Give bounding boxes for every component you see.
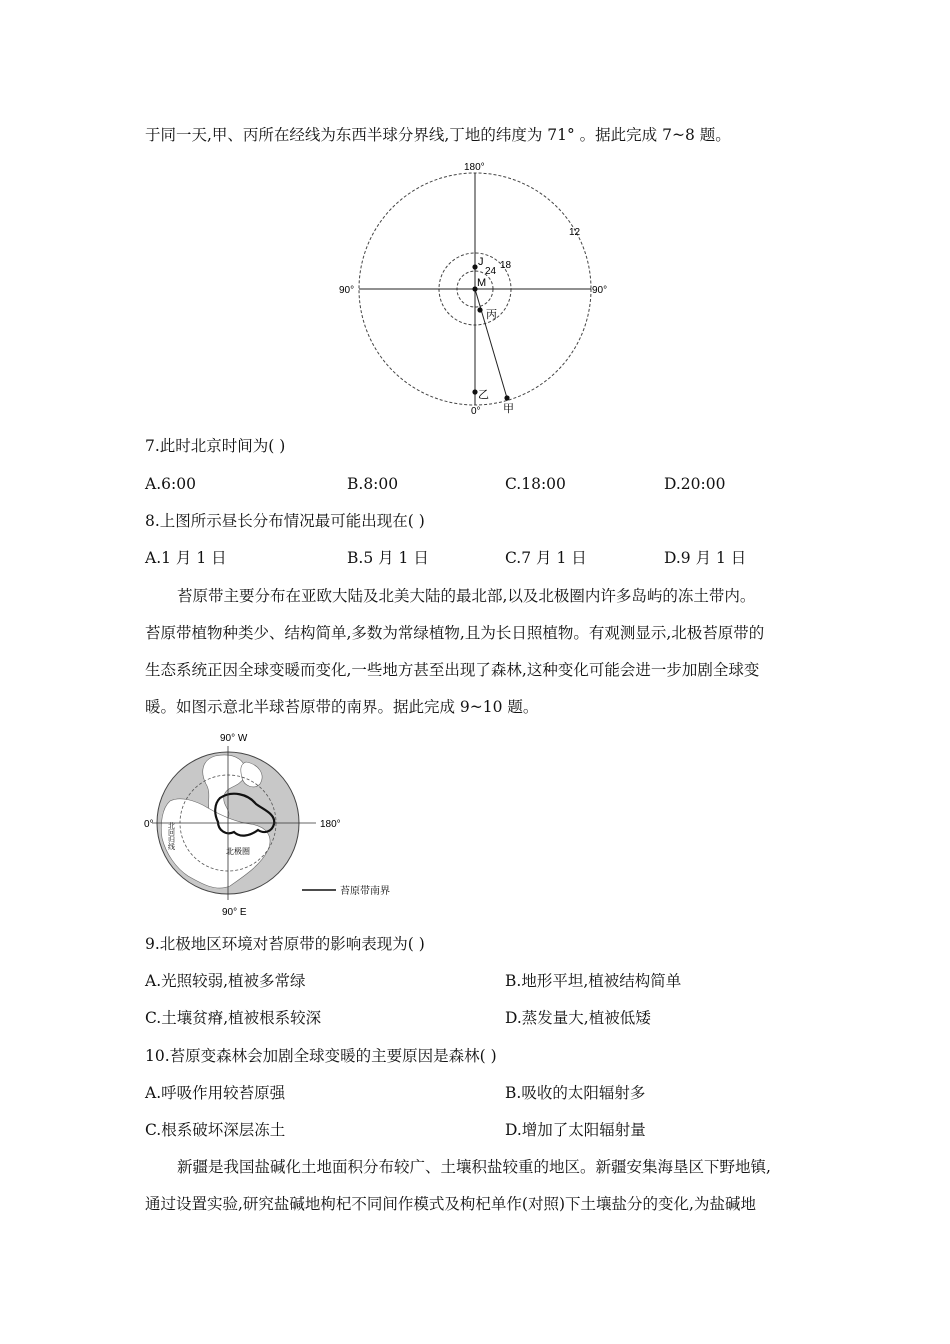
label-90w: 90° W xyxy=(220,733,248,744)
q8-option-a[interactable]: A.1 月 1 日 xyxy=(145,549,227,567)
q9-option-a[interactable]: A.光照较弱,植被多常绿 xyxy=(145,972,306,990)
point-jia xyxy=(504,395,509,400)
q9-option-d[interactable]: D.蒸发量大,植被低矮 xyxy=(505,1009,651,1027)
label-tropic: 北回归线 xyxy=(167,822,175,850)
point-bing xyxy=(477,307,482,312)
q10-stem: 10.苔原变森林会加剧全球变暖的主要原因是森林( ) xyxy=(145,1047,497,1065)
q8-option-b[interactable]: B.5 月 1 日 xyxy=(347,549,429,567)
q7-option-d[interactable]: D.20:00 xyxy=(664,475,726,493)
jia-line xyxy=(475,289,507,398)
label-arctic-circle: 北极圈 xyxy=(226,847,250,856)
passage2-line-3: 生态系统正因全球变暖而变化,一些地方甚至出现了森林,这种变化可能会进一步加剧全球变 xyxy=(145,661,760,679)
passage2-line-1: 苔原带主要分布在亚欧大陆及北美大陆的最北部,以及北极圈内许多岛屿的冻土带内。 xyxy=(177,587,756,605)
label-0: 0° xyxy=(471,406,481,417)
q8-stem: 8.上图所示昼长分布情况最可能出现在( ) xyxy=(145,512,425,530)
label-90e: 90° E xyxy=(222,907,247,918)
passage3-line-2: 通过设置实验,研究盐碱地枸杞不同间作模式及枸杞单作(对照)下土壤盐分的变化,为盐碱地 xyxy=(145,1195,756,1213)
q10-option-a[interactable]: A.呼吸作用较苔原强 xyxy=(145,1084,286,1102)
q8-option-c[interactable]: C.7 月 1 日 xyxy=(505,549,587,567)
label-M: M xyxy=(477,277,487,289)
q9-option-c[interactable]: C.土壤贫瘠,植被根系较深 xyxy=(145,1009,322,1027)
label-90-left: 90° xyxy=(339,285,355,296)
tundra-map xyxy=(140,726,440,922)
label-0-deg: 0° xyxy=(144,819,154,830)
point-yi xyxy=(472,389,477,394)
q8-option-d[interactable]: D.9 月 1 日 xyxy=(664,549,747,567)
q7-option-a[interactable]: A.6:00 xyxy=(145,475,196,493)
legend-label: 苔原带南界 xyxy=(340,886,390,897)
q10-option-c[interactable]: C.根系破坏深层冻土 xyxy=(145,1121,286,1139)
intro-text: 于同一天,甲、丙所在经线为东西半球分界线,丁地的纬度为 71° 。据此完成 7~8 题。 xyxy=(145,126,731,144)
label-yi: 乙 xyxy=(478,389,489,401)
q10-option-d[interactable]: D.增加了太阳辐射量 xyxy=(505,1121,646,1139)
label-18: 18 xyxy=(500,260,512,271)
label-90-right: 90° xyxy=(592,285,608,296)
q7-stem: 7.此时北京时间为( ) xyxy=(145,437,286,455)
q9-option-b[interactable]: B.地形平坦,植被结构简单 xyxy=(505,972,682,990)
q9-stem: 9.北极地区环境对苔原带的影响表现为( ) xyxy=(145,935,425,953)
polar-diagram xyxy=(335,158,625,420)
passage2-line-4: 暖。如图示意北半球苔原带的南界。据此完成 9~10 题。 xyxy=(145,698,539,716)
q10-option-b[interactable]: B.吸收的太阳辐射多 xyxy=(505,1084,646,1102)
label-180-deg: 180° xyxy=(320,819,341,830)
q7-option-b[interactable]: B.8:00 xyxy=(347,475,399,493)
label-bing: 丙 xyxy=(486,309,497,321)
point-ding xyxy=(472,264,477,269)
passage3-line-1: 新疆是我国盐碱化土地面积分布较广、土壤积盐较重的地区。新疆安集海垦区下野地镇, xyxy=(177,1158,771,1176)
label-12: 12 xyxy=(569,227,581,238)
label-ding: J xyxy=(478,256,484,268)
label-180: 180° xyxy=(464,162,485,173)
q7-option-c[interactable]: C.18:00 xyxy=(505,475,566,493)
label-24: 24 xyxy=(485,266,497,277)
passage2-line-2: 苔原带植物种类少、结构简单,多数为常绿植物,且为长日照植物。有观测显示,北极苔原带的 xyxy=(145,624,765,642)
label-jia: 甲 xyxy=(503,403,514,415)
